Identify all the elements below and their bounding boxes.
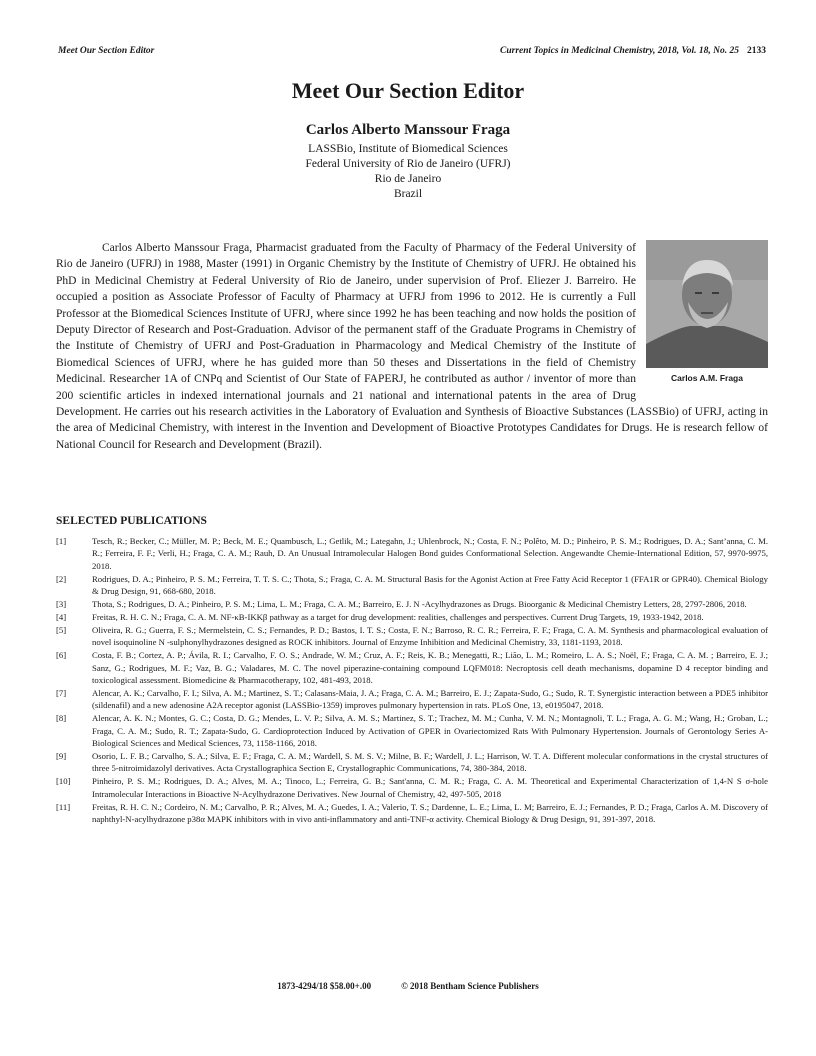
affiliation-university: Federal University of Rio de Janeiro (UFRJ): [305, 158, 511, 170]
publication-item: [56, 775, 768, 800]
page-footer: [0, 981, 816, 991]
editor-photo: [646, 240, 768, 368]
page-number: 2133: [747, 46, 766, 56]
publication-number: [1]: [56, 536, 67, 546]
publication-text: Costa, F. B.; Cortez, A. P.; Ávila, R. I.; Carvalho, F. O. S.; Andrade, W. M.; Cruz, A. F.; Reis, K. B.; Menegatti, R.; Lião, L. M.; Romeiro, L. A. S.; Noël, F.; Fraga, C. A. M. ; Barreiro, E. J.; Sanz, G.; Rodrigues, M. F.; Vaz, B. G.; Valadares, M. C. The novel piperazine-containing compound LQFM018: Necroptosis cell death mechanisms, dopamine D 4 receptor binding and toxicological assessment. Biomedicine & Pharmacotherapy, 102, 481-493, 2018.: [92, 650, 768, 685]
publication-text: Thota, S.; Rodrigues, D. A.; Pinheiro, P. S. M.; Lima, L. M.; Fraga, C. A. M.; Barreiro, E. J. N -Acylhydrazones as Drugs. Bioorganic & Medicinal Chemistry Letters, 28, 2797-2806, 2018.: [92, 599, 747, 610]
portrait-silhouette-icon: [646, 240, 768, 368]
photo-caption: Carlos A.M. Fraga: [671, 373, 743, 383]
affiliation-city: Rio de Janeiro: [374, 173, 442, 185]
affiliation-block: [0, 142, 816, 202]
publication-item: [56, 573, 768, 598]
publication-text: Osorio, L. F. B.; Carvalho, S. A.; Silva, E. F.; Fraga, C. A. M.; Wardell, S. M. S. V.; Milne, B. F.; Wardell, J. L.; Harrison, W. T. A. Different molecular conformations in the crystal structures of three 5-nitroimidazolyl derivatives. Acta Crystallographica Section E, Crystallographic Communications, 74, 380-384, 2018.: [92, 750, 768, 774]
publication-item: [56, 624, 768, 649]
publication-item: [56, 687, 768, 712]
publication-item: [56, 649, 768, 686]
publication-number: [2]: [56, 573, 67, 584]
editor-name: Carlos Alberto Manssour Fraga: [305, 122, 511, 138]
publications-list: [56, 535, 768, 826]
editor-photo-figure: [646, 240, 768, 386]
publication-item: [56, 801, 768, 826]
publication-number: [5]: [56, 624, 67, 635]
publication-text: Alencar, A. K.; Carvalho, F. I.; Silva, A. M.; Martinez, S. T.; Calasans-Maia, J. A.; Fraga, C. A. M.; Barreiro, E. J.; Zapata-Sudo, G.; Sudo, R. T. Synergistic interaction between a PDE5 inhibitor (sildenafil) and a new adenosine A2A receptor agonist (LASSBio-1359) improves pulmonary hypertension in rats. PLoS One, 13, e0195047, 2018.: [92, 687, 768, 711]
publication-number: [8]: [56, 713, 67, 724]
footer-copyright: © 2018 Bentham Science Publishers: [401, 981, 539, 991]
affiliation-country: Brazil: [393, 188, 423, 200]
biography: [56, 240, 768, 453]
affiliation-institute: LASSBio, Institute of Biomedical Sciences: [308, 143, 508, 155]
biography-text: Carlos Alberto Manssour Fraga, Pharmacist graduated from the Faculty of Pharmacy of the Federal University of Rio de Janeiro (UFRJ) in 1988, Master (1991) in Organic Chemistry by the Institute of Chemistry of UFRJ. He obtained his PhD in Medicinal Chemistry at Federal University of Rio de Janeiro, under supervision of Prof. Eliezer J. Barreiro. He occupied a position as Associate Professor of Faculty of Pharmacy at UFRJ from 1996 to 2012. He is currently a Full Professor at the Biomedical Sciences Institute of UFRJ, where since 1992 he has been teaching and now holds the position of Deputy Director of Research and Post-Graduation. Advisor of the permanent staff of the Graduate Programs in Chemistry of the Institute of Chemistry of UFRJ and Post-Graduation in Pharmacology and Medical Chemistry of the Institute of Biomedical Sciences of UFRJ, where he has guided more than 50 theses and Dissertations in the field of Chemistry Medicinal. Researcher 1A of CNPq and Scientist of Our State of FAPERJ, he contributed as author / inventor of more than 200 scientific articles in indexed international journals and 21 national and international patents in the area of Drug Development. He carries out his research activities in the Laboratory of Evaluation and Synthesis of Bioactive Substances (LASSBio) of UFRJ, acting in the area of Medicinal Chemistry, with interest in the Invention and Development of Bioactive Prototypes Candidates for Drugs. He is research fellow of National Council for Research and Development (Brazil).: [56, 242, 768, 451]
running-header: [58, 46, 766, 60]
publications-heading: SELECTED PUBLICATIONS: [56, 515, 207, 527]
publication-number: [3]: [56, 599, 67, 610]
publication-number: [11]: [56, 801, 71, 812]
publication-text: Pinheiro, P. S. M.; Rodrigues, D. A.; Alves, M. A.; Tinoco, L.; Ferreira, G. B.; Sant'anna, C. M. R.; Fraga, C. A. M. Theoretical and Experimental Characterization of 1,4-N S σ-hole Intramolecular Interactions in Bioactive N-Acylhydrazone Derivatives. New Journal of Chemistry, 42, 497-505, 2018: [92, 776, 768, 799]
publication-text: Rodrigues, D. A.; Pinheiro, P. S. M.; Ferreira, T. T. S. C.; Thota, S.; Fraga, C. A. M. Structural Basis for the Agonist Action at Free Fatty Acid Receptor 1 (FFA1R or GPR40). Chemical Biology & Drug Design, 91, 668-680, 2018.: [92, 573, 768, 597]
publication-number: [10]: [56, 776, 71, 787]
header-section-name: Meet Our Section Editor: [58, 46, 155, 56]
publication-number: [9]: [56, 750, 67, 761]
footer-issn-price: 1873-4294/18 $58.00+.00: [277, 981, 372, 991]
publication-text: Tesch, R.; Becker, C.; Müller, M. P.; Beck, M. E.; Quambusch, L.; Getlik, M.; Lategahn, J.; Uhlenbrock, N.; Costa, F. N.; Polêto, M. D.; Pinheiro, P. S. M.; Rodrigues, D. A.; Sant’anna, C. M. R.; Ferreira, F. F.; Verli, H.; Fraga, C. A. M.; Rauh, D. An Unusual Intramolecular Halogen Bond guides Conformational Selection. Angewandte Chemie-International Edition, 57, 9970-9975, 2018.: [92, 536, 768, 571]
publication-item: [56, 598, 768, 610]
publication-item: [56, 750, 768, 775]
publication-text: Freitas, R. H. C. N.; Fraga, C. A. M. NF-κB-IKKβ pathway as a target for drug development: realities, challenges and perspectives. Current Drug Targets, 19, 1933-1942, 2018.: [92, 611, 704, 622]
header-journal: Current Topics in Medicinal Chemistry, 2018, Vol. 18, No. 25: [500, 46, 739, 56]
publication-item: [56, 611, 768, 623]
page-title: Meet Our Section Editor: [291, 78, 525, 103]
publication-number: [4]: [56, 611, 67, 622]
publication-text: Alencar, A. K. N.; Montes, G. C.; Costa, D. G.; Mendes, L. V. P.; Silva, A. M. S.; Martinez, S. T.; Trachez, M. M.; Cunha, V. M. N.; Montagnoli, T. L.; Fraga, A. G. M.; Wang, H.; Groban, L.; Fraga, C. A. M.; Sudo, R. T.; Zapata-Sudo, G. Cardioprotection Induced by Activation of GPER in Ovariectomized Rats With Pulmonary Hypertension. Journals of Gerontology Series A-Biological Sciences and Medical Sciences, 73, 1158-1166, 2018.: [92, 713, 768, 748]
publication-number: [7]: [56, 687, 67, 698]
header-journal-citation: [500, 46, 766, 56]
publication-item: [56, 535, 768, 572]
publication-text: Oliveira, R. G.; Guerra, F. S.; Mermelstein, C. S.; Fernandes, P. D.; Bastos, I. T. S.; Costa, F. N.; Barroso, R. C. R.; Ferreira, F. F.; Fraga, C. A. M. Synthesis and pharmacological evaluation of novel isoquinoline N -sulphonylhydrazones designed as ROCK inhibitors. Journal of Enzyme Inhibition and Medicinal Chemistry, 33, 1181-1193, 2018.: [92, 624, 768, 648]
publication-text: Freitas, R. H. C. N.; Cordeiro, N. M.; Carvalho, P. R.; Alves, M. A.; Guedes, I. A.; Valerio, T. S.; Dardenne, L. E.; Lima, L. M; Barreiro, E. J.; Fernandes, P. D.; Fraga, Carlos A. M. Discovery of naphthyl-N-acylhydrazone p38α MAPK inhibitors with in vivo anti-inflammatory and anti-TNF-α activity. Chemical Biology & Drug Design, 91, 391-397, 2018.: [92, 801, 768, 824]
publication-item: [56, 712, 768, 749]
publication-number: [6]: [56, 650, 67, 661]
